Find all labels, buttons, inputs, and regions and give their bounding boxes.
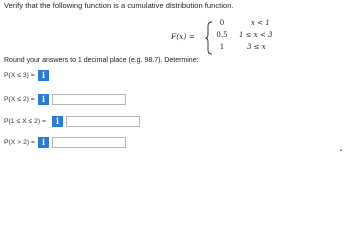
case-condition-2: 1 ≤ x < 3 <box>239 31 273 39</box>
question-label: P(1 ≤ X ≤ 2) = <box>4 118 47 125</box>
instruction-text: Verify that the following function is a cumulative distribution function. <box>4 1 234 10</box>
formula-label: F(x) = <box>171 32 195 41</box>
info-icon[interactable]: i <box>38 94 49 105</box>
case-value-1: 0 <box>219 19 225 27</box>
corner-mark: ▪ <box>339 148 342 154</box>
answer-input-p-x-le-2[interactable] <box>52 94 126 105</box>
answer-input-p-x-gt-2[interactable] <box>52 137 126 148</box>
info-icon[interactable]: i <box>52 116 63 127</box>
case-value-2: 0.5 <box>216 31 228 39</box>
question-label: P(X > 2) = <box>4 139 35 146</box>
question-label: P(X ≤ 2) = <box>4 96 35 103</box>
case-condition-3: 3 ≤ x <box>247 43 266 51</box>
answer-input-p-1-le-x-le-2[interactable] <box>66 116 140 127</box>
case-condition-1: x < 1 <box>251 19 270 27</box>
case-value-3: 1 <box>219 43 225 51</box>
rounding-instruction: Round your answers to 1 decimal place (e.g. 98.7). Determine: <box>4 57 199 64</box>
info-icon[interactable]: i <box>38 137 49 148</box>
info-icon[interactable]: i <box>38 70 49 81</box>
question-label: P(X ≤ 3) = <box>4 72 35 79</box>
